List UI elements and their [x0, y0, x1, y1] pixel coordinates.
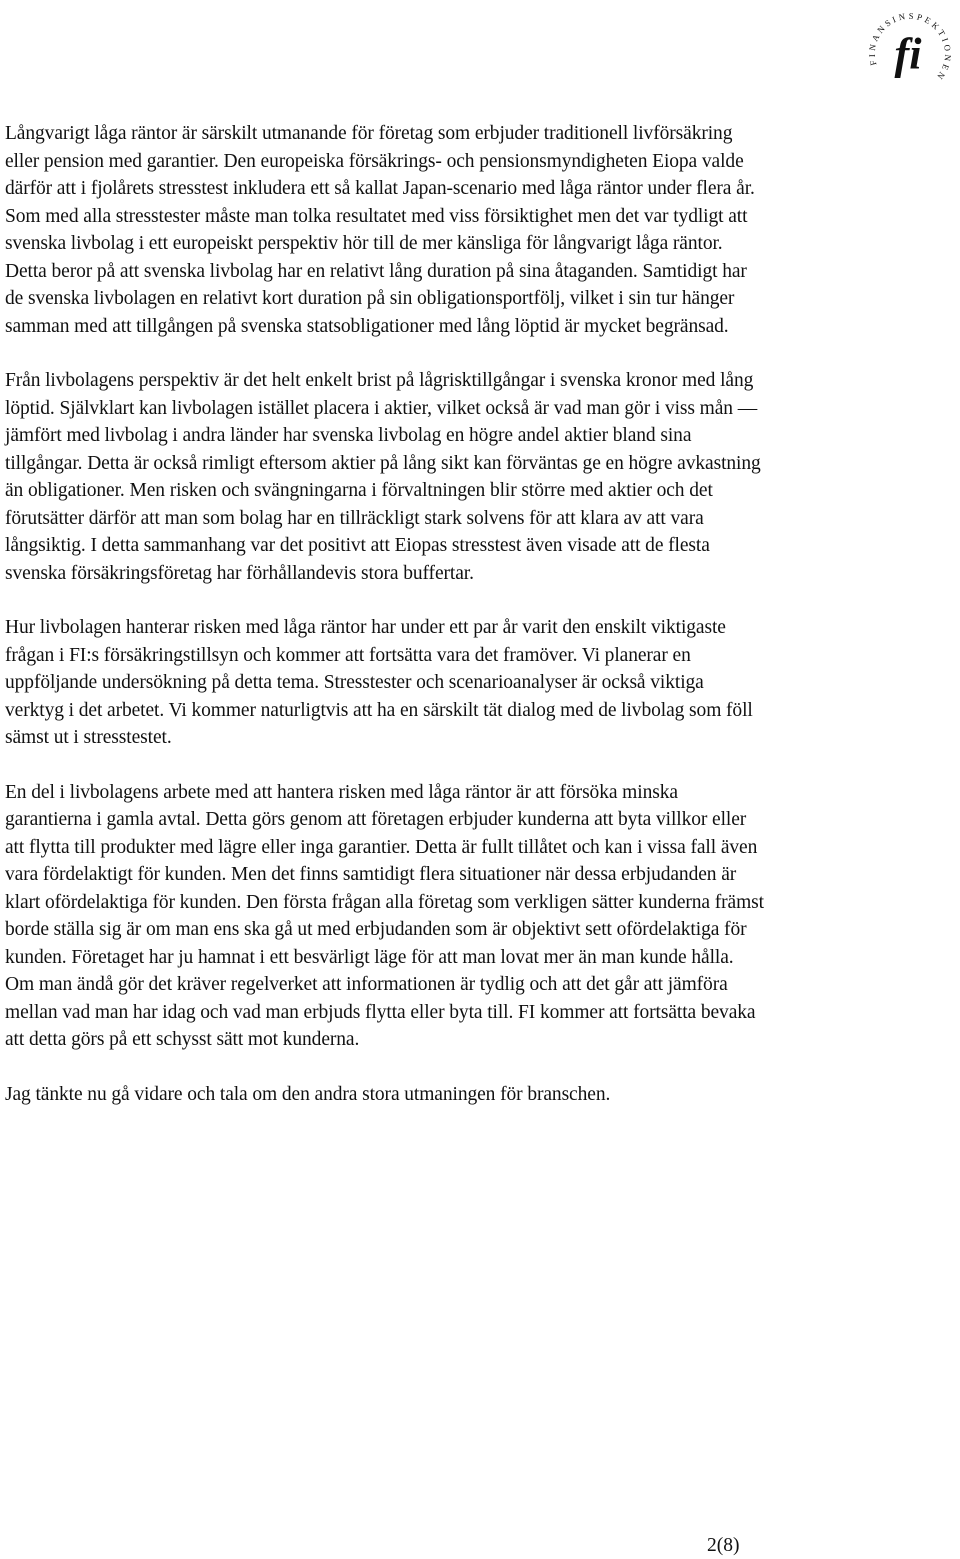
paragraph-2: Från livbolagens perspektiv är det helt enkelt brist på lågrisktillgångar i svenska kronor med lång löptid. Självklart kan livbolagen istället placera i aktier, vilket också är vad man gör i viss mån — jämfört med livbolag i andra länder har svenska livbolag en högre andel aktier bland sina tillgångar. Detta är också rimligt eftersom aktier på lång sikt kan förväntas ge en högre avkastning än obligationer. Men risken och svängningarna i förvaltningen blir större med aktier och det förutsätter därför att man som bolag har en tillräckligt stark solvens för att klara av att vara långsiktig. I detta sammanhang var det positivt att Eiopas stresstest även visade att de flesta svenska försäkringsföretag har förhållandevis stora buffertar. — [5, 370, 761, 584]
paragraph-4: En del i livbolagens arbete med att hantera risken med låga räntor är att försöka minska garantierna i gamla avtal. Detta görs genom att företagen erbjuder kunderna att byta villkor eller att flytta till produkter med lägre eller inga garantier. Detta är fullt tillåtet och kan i vissa fall även vara fördelaktigt för kunden. Men det finns samtidigt flera situationer när dessa erbjudanden är klart ofördelaktiga för kunden. Den första frågan alla företag som verkligen sätter kunderna främst borde ställa sig är om man ens ska gå ut med erbjudanden som är objektivt sett ofördelaktiga för kunden. Företaget har ju hamnat i ett besvärligt läge för att man lovat mer än man kunde hålla. Om man ändå gör det kräver regelverket att informationen är tydlig och att det går att jämföra mellan vad man har idag och vad man erbjuds flytta eller byta till. FI kommer att fortsätta bevaka att detta görs på ett schysst sätt mot kunderna. — [5, 781, 764, 1050]
paragraph-1: Långvarigt låga räntor är särskilt utmanande för företag som erbjuder traditionell livförsäkring eller pension med garantier. Den europeiska försäkrings- och pensionsmyndigheten Eiopa valde därför att i fjolårets stresstest inkludera ett så kallat Japan-scenario med låga räntor under flera år. Som med alla stresstester måste man tolka resultatet med viss försiktighet men det var tydligt att svenska livbolag i ett europeiskt perspektiv hör till de mer känsliga för långvarigt låga räntor. Detta beror på att svenska livbolag har en relativt lång duration på sina åtaganden. Samtidigt har de svenska livbolagen en relativt kort duration på sin obligationsportfölj, vilket i sin tur hänger samman med att tillgången på svenska statsobligationer med lång löptid är mycket begränsad. — [5, 123, 755, 337]
logo-mark-text: fi — [894, 29, 922, 79]
logo-ring-text: FINANSINSPEKTIONEN — [866, 10, 954, 84]
document-body — [5, 120, 765, 1135]
paragraph-5: Jag tänkte nu gå vidare och tala om den andra stora utmaningen för branschen. — [5, 1083, 611, 1105]
paragraph-3: Hur livbolagen hanterar risken med låga räntor har under ett par år varit den enskilt viktigaste frågan i FI:s försäkringstillsyn och kommer att fortsätta vara det framöver. Vi planerar en uppföljande undersökning på detta tema. Stresstester och scenarioanalyser är också viktiga verktyg i det arbetet. Vi kommer naturligtvis att ha en särskilt tät dialog med de livbolag som föll sämst ut i stresstestet. — [5, 617, 753, 748]
finansinspektionen-logo — [862, 4, 954, 96]
page-number: 2(8) — [707, 1535, 740, 1556]
fi-seal-icon — [862, 4, 954, 96]
